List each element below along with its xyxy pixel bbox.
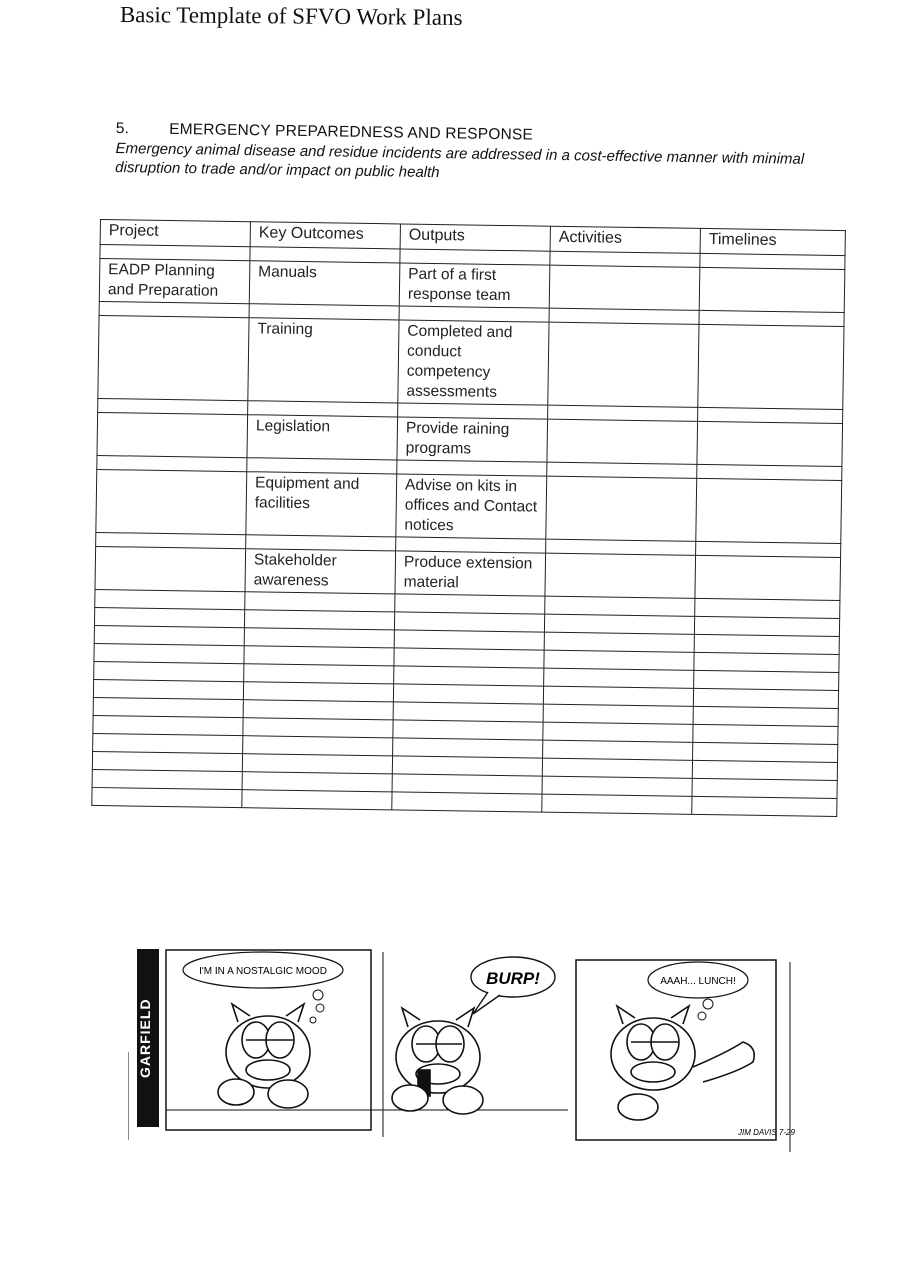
cell-output: Part of a first response team xyxy=(399,263,550,308)
panel2-text: BURP! xyxy=(486,969,540,988)
page-title: Basic Template of SFVO Work Plans xyxy=(119,2,463,30)
cell-outcome: Manuals xyxy=(249,261,400,306)
cell-activities xyxy=(548,322,699,407)
cell-activities xyxy=(547,419,698,464)
table-row xyxy=(98,315,844,409)
garfield-figure-1 xyxy=(218,1004,310,1108)
cell-project xyxy=(98,315,249,400)
section-heading: EMERGENCY PREPAREDNESS AND RESPONSE xyxy=(169,120,534,144)
cell-activities xyxy=(546,476,697,541)
panel1-text: I'M IN A NOSTALGIC MOOD xyxy=(199,966,327,977)
section-block xyxy=(115,120,846,188)
cell-outcome: Legislation xyxy=(247,415,398,460)
panel3-text: AAAH... LUNCH! xyxy=(660,976,736,987)
cell-timelines xyxy=(697,421,843,466)
garfield-figure-3 xyxy=(611,1006,754,1120)
header-project: Project xyxy=(100,220,250,247)
header-outputs: Outputs xyxy=(400,224,550,251)
cell-project xyxy=(95,546,246,591)
cell-output: Produce extension material xyxy=(395,551,546,596)
table-row xyxy=(96,469,842,543)
section-number: 5. xyxy=(115,120,130,138)
cell-project xyxy=(96,469,247,534)
cell-project: EADP Planning and Preparation xyxy=(99,259,250,304)
comic-strip-label: GARFIELD xyxy=(137,949,159,1127)
cell-outcome: Equipment and facilities xyxy=(246,472,397,537)
cell-timelines xyxy=(698,324,844,409)
cell-activities xyxy=(549,265,700,310)
cell-output: Advise on kits in offices and Contact notices xyxy=(396,474,547,539)
cell-outcome: Stakeholder awareness xyxy=(245,549,396,594)
cell-timelines xyxy=(696,478,842,543)
cell-project xyxy=(97,412,248,457)
work-plan-table xyxy=(91,219,846,817)
cell-output: Provide raining programs xyxy=(397,417,548,462)
cell-activities xyxy=(545,553,696,598)
header-key-outcomes: Key Outcomes xyxy=(250,222,400,249)
garfield-figure-2 xyxy=(392,1008,483,1114)
comic-signature: JIM DAVIS 7-29 xyxy=(738,1128,795,1137)
comic-strip xyxy=(128,942,796,1152)
header-activities: Activities xyxy=(550,226,700,253)
cell-output: Completed and conduct competency assessments xyxy=(398,320,549,405)
cell-timelines xyxy=(699,267,845,312)
header-timelines: Timelines xyxy=(700,228,845,255)
cell-outcome: Training xyxy=(248,318,399,403)
section-description: Emergency animal disease and residue incidents are addressed in a cost-effective manner with minimal disruption to trade and/or impact on public health xyxy=(115,139,805,182)
cell-timelines xyxy=(695,555,841,600)
